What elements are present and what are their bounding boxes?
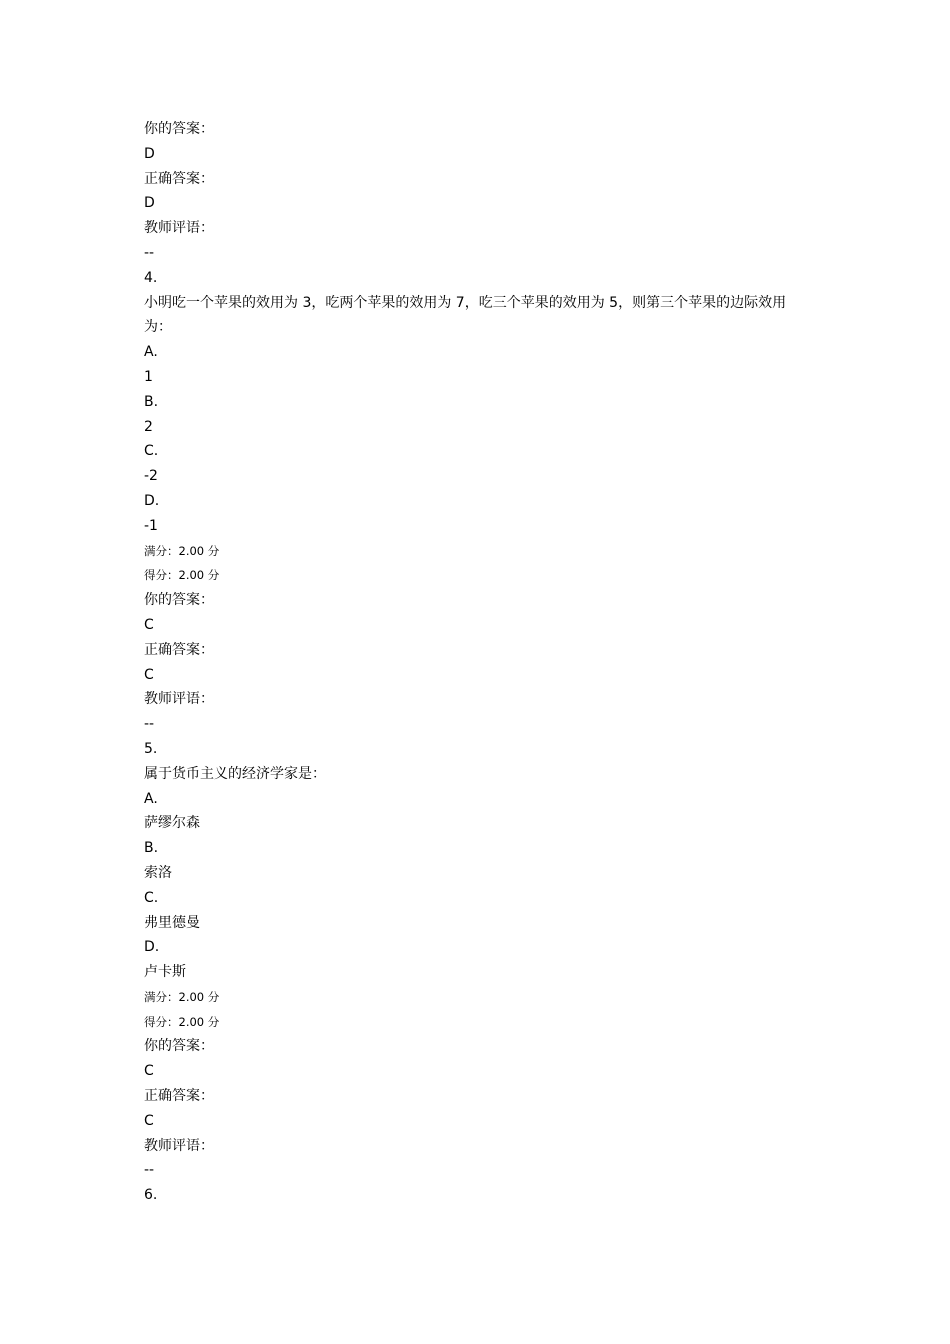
text-line: -1 (144, 517, 158, 534)
text-line: C (144, 666, 154, 683)
text-line: C. (144, 443, 159, 460)
text-line: D (144, 195, 155, 212)
text-line: C (144, 616, 154, 633)
text-line: 教师评语： (144, 1137, 214, 1154)
text-line: 2 (144, 418, 153, 435)
text-line: 5. (144, 740, 158, 757)
text-line: 满分：2.00 分 (144, 989, 220, 1004)
text-line: 教师评语： (144, 220, 214, 237)
text-line: 教师评语： (144, 691, 214, 708)
text-line: 索洛 (144, 864, 172, 881)
text-line: -2 (144, 468, 158, 485)
text-line: -- (144, 244, 155, 261)
text-line: 正确答案： (144, 641, 214, 658)
text-line: A. (144, 344, 158, 361)
text-line: A. (144, 790, 158, 807)
text-line: 卢卡斯 (144, 964, 186, 981)
document-body (144, 117, 824, 1208)
text-line: C (144, 1112, 154, 1129)
text-line: -- (144, 1162, 155, 1179)
text-line: 小明吃一个苹果的效用为 3，吃两个苹果的效用为 7，吃三个苹果的效用为 5，则第三个苹果的边际效用为： (144, 294, 787, 336)
text-line: C. (144, 889, 159, 906)
text-line: 你的答案： (144, 592, 214, 609)
text-line: 满分：2.00 分 (144, 543, 220, 558)
text-line: -- (144, 716, 155, 733)
text-line: D. (144, 492, 160, 509)
text-line: 你的答案： (144, 1038, 214, 1055)
text-line: 6. (144, 1187, 158, 1204)
text-line: B. (144, 840, 159, 857)
text-line: 4. (144, 269, 158, 286)
text-line: 得分：2.00 分 (144, 1014, 220, 1029)
text-line: D. (144, 939, 160, 956)
text-line: 得分：2.00 分 (144, 568, 220, 583)
text-line: B. (144, 393, 159, 410)
text-line: 萨缪尔森 (144, 815, 200, 832)
text-line: 弗里德曼 (144, 914, 200, 931)
text-line: 1 (144, 368, 153, 385)
text-line: 你的答案： (144, 121, 214, 137)
text-line: 属于货币主义的经济学家是： (144, 765, 326, 782)
text-line: 正确答案： (144, 1088, 214, 1105)
text-line: 正确答案： (144, 170, 214, 187)
text-line: C (144, 1063, 154, 1080)
text-line: D (144, 145, 155, 162)
